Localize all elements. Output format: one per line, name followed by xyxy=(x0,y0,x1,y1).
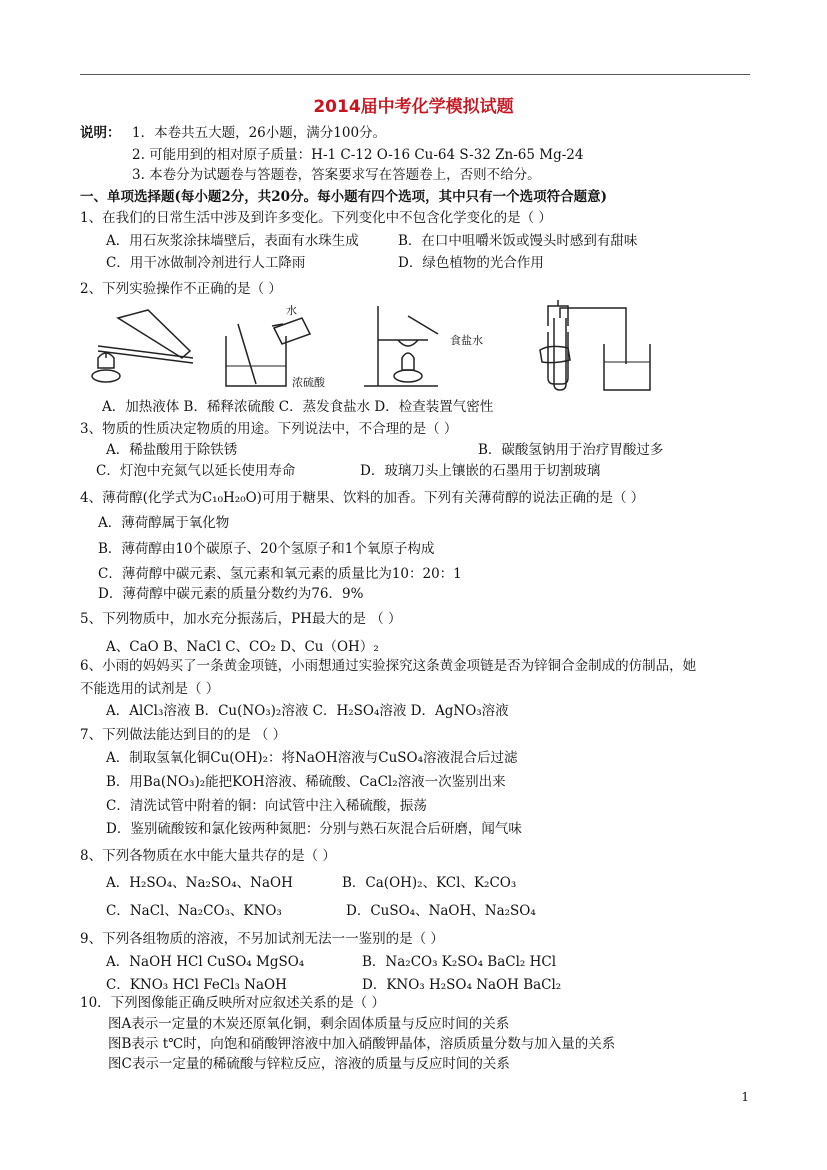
q9-stem: 9、下列各组物质的溶液，不另加试剂无法一一鉴别的是（ ） xyxy=(80,931,444,947)
q4-option-b: B．薄荷醇由10个碳原子、20个氢原子和1个氧原子构成 xyxy=(98,541,435,557)
note-2: 2. 可能用到的相对原子质量：H-1 C-12 O-16 Cu-64 S-32 Zn-65 Mg-24 xyxy=(132,147,584,163)
q2-figure-d-detail xyxy=(530,304,660,394)
note-1: 1．本卷共五大题，26小题，满分100分。 xyxy=(132,125,387,141)
q3-option-b: B．碳酸氢钠用于治疗胃酸过多 xyxy=(478,442,664,458)
q2-stem: 2、下列实验操作不正确的是（ ） xyxy=(80,281,282,297)
q4-option-a: A．薄荷醇属于氧化物 xyxy=(98,515,230,531)
page-title: 2014届中考化学模拟试题 xyxy=(313,97,514,117)
q10-line-a: 图A表示一定量的木炭还原氧化铜，剩余固体质量与反应时间的关系 xyxy=(108,1016,510,1032)
q3-option-d: D．玻璃刀头上镶嵌的石墨用于切割玻璃 xyxy=(360,463,601,479)
q2-apparatus-figures xyxy=(78,296,578,392)
q8-stem: 8、下列各物质在水中能大量共存的是（ ） xyxy=(80,848,336,864)
q4-stem: 4、薄荷醇(化学式为C₁₀H₂₀O)可用于糖果、饮料的加香。下列有关薄荷醇的说法正确的是（ ） xyxy=(80,490,645,506)
q7-option-d: D．鉴别硫酸铵和氯化铵两种氮肥：分别与熟石灰混合后研磨，闻气味 xyxy=(106,821,522,837)
q6-options: A．AlCl₃溶液 B．Cu(NO₃)₂溶液 C．H₂SO₄溶液 D．AgNO₃溶液 xyxy=(106,703,509,719)
q7-option-c: C．清洗试管中附着的铜：向试管中注入稀硫酸，振荡 xyxy=(106,798,427,814)
fig-label-brine: 食盐水 xyxy=(450,334,483,347)
q10-line-c: 图C表示一定量的稀硫酸与锌粒反应，溶液的质量与反应时间的关系 xyxy=(108,1056,510,1072)
q9-option-b: B．Na₂CO₃ K₂SO₄ BaCl₂ HCl xyxy=(362,954,557,970)
page-number: 1 xyxy=(741,1090,749,1104)
q9-option-a: A．NaOH HCl CuSO₄ MgSO₄ xyxy=(106,954,305,970)
q8-option-d: D．CuSO₄、NaOH、Na₂SO₄ xyxy=(346,903,536,919)
q5-stem: 5、下列物质中，加水充分振荡后，PH最大的是 （ ） xyxy=(80,611,402,627)
q3-option-a: A．稀盐酸用于除铁锈 xyxy=(106,442,238,458)
evaporate-brine-figure xyxy=(364,306,438,386)
q1-option-c: C．用干冰做制冷剂进行人工降雨 xyxy=(106,255,306,271)
q8-option-a: A．H₂SO₄、Na₂SO₄、NaOH xyxy=(106,875,293,891)
q10-stem: 10．下列图像能正确反映所对应叙述关系的是（ ） xyxy=(80,995,385,1011)
fig-label-water: 水 xyxy=(286,304,297,317)
q9-option-d: D．KNO₃ H₂SO₄ NaOH BaCl₂ xyxy=(362,977,562,993)
header-rule xyxy=(80,74,750,75)
q4-option-c: C．薄荷醇中碳元素、氢元素和氧元素的质量比为10：20：1 xyxy=(98,566,462,582)
q8-option-b: B．Ca(OH)₂、KCl、K₂CO₃ xyxy=(342,875,517,891)
q2-options: A．加热液体 B．稀释浓硫酸 C．蒸发食盐水 D．检查装置气密性 xyxy=(102,399,494,415)
q8-option-c: C．NaCl、Na₂CO₃、KNO₃ xyxy=(106,903,282,919)
q9-option-c: C．KNO₃ HCl FeCl₃ NaOH xyxy=(106,977,287,993)
heating-liquid-figure xyxy=(92,310,193,382)
q7-option-a: A．制取氢氧化铜Cu(OH)₂：将NaOH溶液与CuSO₄溶液混合后过滤 xyxy=(106,750,518,766)
q5-options: A、CaO B、NaCl C、CO₂ D、Cu（OH）₂ xyxy=(106,639,379,655)
q6-stem-line2: 不能选用的试剂是（ ） xyxy=(80,681,220,697)
q3-stem: 3、物质的性质决定物质的用途。下列说法中，不合理的是（ ） xyxy=(80,421,458,437)
q1-option-b: B．在口中咀嚼米饭或馒头时感到有甜味 xyxy=(398,233,638,249)
q1-stem: 1、在我们的日常生活中涉及到许多变化。下列变化中不包含化学变化的是（ ） xyxy=(80,210,552,226)
q7-option-b: B．用Ba(NO₃)₂能把KOH溶液、稀硫酸、CaCl₂溶液一次鉴别出来 xyxy=(106,774,506,790)
q4-option-d: D．薄荷醇中碳元素的质量分数约为76．9% xyxy=(98,586,364,602)
q1-option-a: A．用石灰浆涂抹墙壁后，表面有水珠生成 xyxy=(106,233,359,249)
q3-option-c: C．灯泡中充氮气以延长使用寿命 xyxy=(96,463,296,479)
q10-line-b: 图B表示 t℃时，向饱和硝酸钾溶液中加入硝酸钾晶体，溶质质量分数与加入量的关系 xyxy=(108,1036,616,1052)
fig-label-acid: 浓硫酸 xyxy=(292,376,325,389)
q7-stem: 7、下列做法能达到目的的是 （ ） xyxy=(80,727,287,743)
notes-label: 说明： xyxy=(80,125,121,141)
q6-stem-line1: 6、小雨的妈妈买了一条黄金项链，小雨想通过实验探究这条黄金项链是否为锌铜合金制成的仿制品，她 xyxy=(80,658,697,674)
q1-option-d: D．绿色植物的光合作用 xyxy=(398,255,544,271)
section-heading: 一、单项选择题(每小题2分，共20分。每小题有四个选项，其中只有一个选项符合题意) xyxy=(80,189,607,205)
note-3: 3. 本卷分为试题卷与答题卷，答案要求写在答题卷上，否则不给分。 xyxy=(132,167,541,183)
